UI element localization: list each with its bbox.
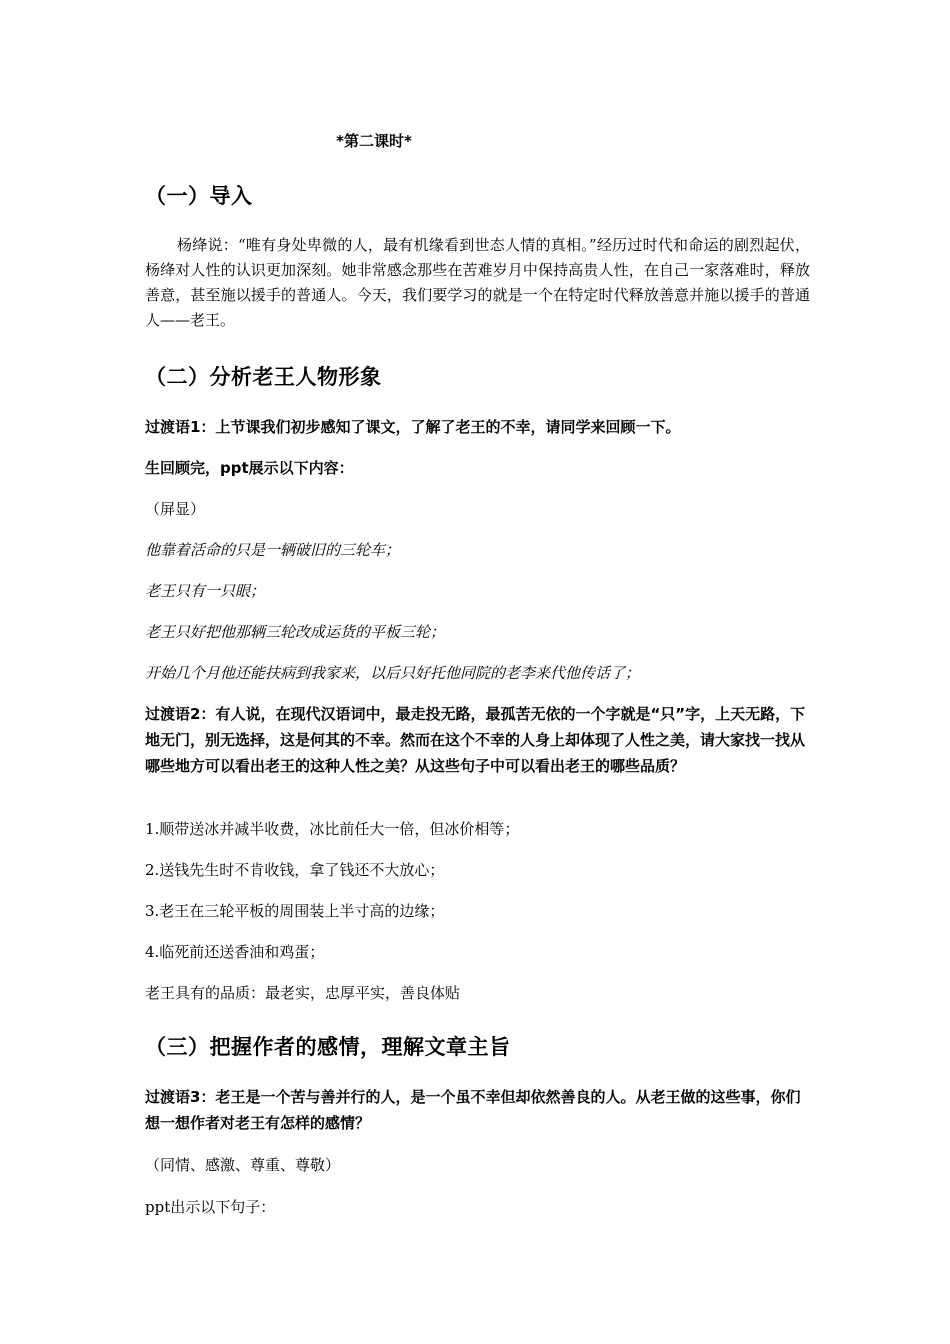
section-heading-character: （二）分析老王人物形象: [145, 365, 382, 389]
list-item-1: 1.顺带送冰并减半收费，冰比前任大一倍，但冰价相等；: [145, 820, 520, 838]
ppt-note: ppt出示以下句子：: [145, 1198, 276, 1216]
list-item-4: 4.临死前还送香油和鸡蛋；: [145, 943, 325, 961]
review-note: 生回顾完，ppt展示以下内容：: [145, 459, 354, 477]
quote-2: 老王只有一只眼；: [145, 582, 266, 600]
lesson-title: *第二课时*: [336, 132, 412, 150]
section-heading-theme: （三）把握作者的感情，理解文章主旨: [145, 1035, 511, 1059]
quote-3: 老王只好把他那辆三轮改成运货的平板三轮；: [145, 623, 446, 641]
list-item-3: 3.老王在三轮平板的周围装上半寸高的边缘；: [145, 902, 445, 920]
qualities-summary: 老王具有的品质：最老实，忠厚平实，善良体贴: [145, 984, 461, 1002]
section-heading-intro: （一）导入: [145, 184, 253, 208]
transition-2: 过渡语2：有人说，在现代汉语词中，最走投无路，最孤苦无依的一个字就是“只”字，上天无路，下地无门，别无选择，这是何其的不幸。然而在这个不幸的人身上却体现了人性之美，请大家找一找从哪些地方可以看出老王的这种人性之美？从这些句子中可以看出老王的哪些品质？: [145, 705, 806, 775]
quote-4: 开始几个月他还能扶病到我家来，以后只好托他同院的老李来代他传话了；: [145, 664, 641, 682]
quote-1: 他靠着活命的只是一辆破旧的三轮车；: [145, 541, 401, 559]
transition-3: 过渡语3：老王是一个苦与善并行的人，是一个虽不幸但却依然善良的人。从老王做的这些事，你们想一想作者对老王有怎样的感情？: [145, 1088, 801, 1132]
screen-label: （屏显）: [145, 500, 206, 518]
intro-paragraph: 杨绛说：“唯有身处卑微的人，最有机缘看到世态人情的真相。”经历过时代和命运的剧烈起伏，杨绛对人性的认识更加深刻。她非常感念那些在苦难岁月中保持高贵人性，在自己一家落难时，释放善意，甚至施以援手的普通人。今天，我们要学习的就是一个在特定时代释放善意并施以援手的普通人——老王。: [145, 236, 810, 329]
transition-1: 过渡语1：上节课我们初步感知了课文，了解了老王的不幸，请同学来回顾一下。: [145, 418, 681, 436]
feelings-answer: （同情、感激、尊重、尊敬）: [145, 1156, 341, 1174]
list-item-2: 2.送钱先生时不肯收钱，拿了钱还不大放心；: [145, 861, 445, 879]
